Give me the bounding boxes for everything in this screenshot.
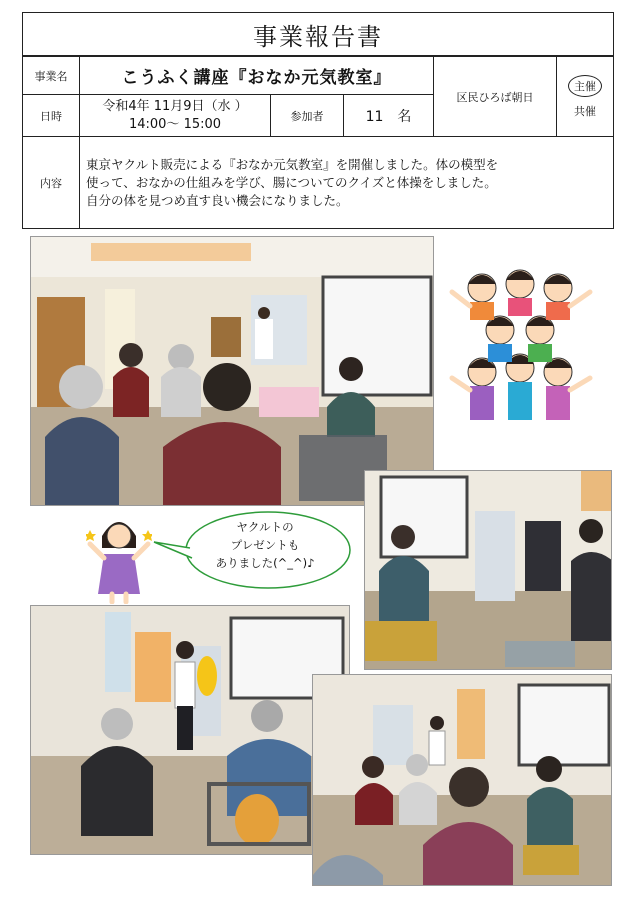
photo-seated-audience — [312, 674, 612, 886]
content-line1: 東京ヤクルト販売による『おなか元気教室』を開催しました。体の模型を — [86, 156, 499, 172]
host-organization: 区民ひろば朝日 — [434, 57, 557, 137]
report-info-table — [22, 56, 614, 229]
content-line3: 自分の体を見つめ直す良い機会になりました。 — [86, 192, 349, 208]
date-cell — [80, 95, 271, 137]
role-main-circled: 主催 — [568, 75, 602, 97]
attendees-count: 11 名 — [344, 95, 434, 137]
content-label: 内容 — [23, 137, 80, 229]
attendees-label: 参加者 — [271, 95, 344, 137]
speech-bubble-text — [190, 518, 340, 572]
illustration-woman — [86, 512, 152, 604]
bubble-line1: ヤクルトの — [236, 520, 294, 534]
date-line1: 令和4年 11月9日（水 ） — [102, 98, 248, 114]
bubble-line3: ありました(^_^)♪ — [215, 556, 315, 570]
bubble-line2: プレゼントも — [230, 538, 300, 552]
event-label: 事業名 — [23, 57, 80, 95]
role-cell — [557, 57, 614, 137]
photo-participants-back — [364, 470, 612, 670]
date-line2: 14:00～ 15:00 — [128, 116, 222, 132]
content-text — [80, 137, 614, 229]
event-name: こうふく講座『おなか元気教室』 — [80, 57, 434, 95]
photo-lecture-overview — [30, 236, 434, 506]
photo-presenter-with-model — [30, 605, 350, 855]
date-label: 日時 — [23, 95, 80, 137]
content-line2: 使って、おなかの仕組みを学び、腸についてのクイズと体操をしました。 — [86, 174, 497, 190]
document-title: 事業報告書 — [22, 12, 614, 56]
role-co: 共催 — [574, 104, 596, 118]
illustration-cheering-children — [442, 262, 600, 432]
